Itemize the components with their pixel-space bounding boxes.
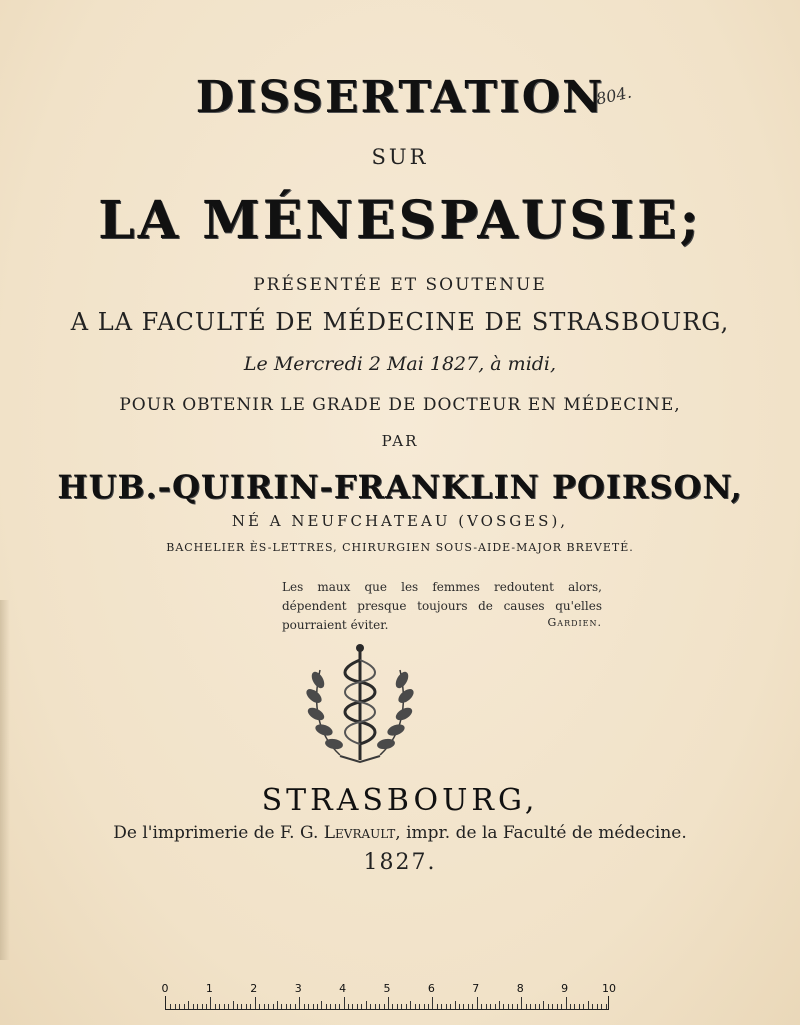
scale-tick	[557, 1004, 558, 1009]
author-name: HUB.-QUIRIN-FRANKLIN POIRSON,	[57, 468, 743, 506]
city-name: STRASBOURG,	[261, 783, 539, 818]
scale-tick	[490, 1004, 491, 1009]
scale-tick	[455, 1001, 456, 1009]
scale-tick	[281, 1004, 282, 1009]
scale-tick	[299, 997, 300, 1009]
scale-tick	[326, 1004, 327, 1009]
scale-tick	[344, 997, 345, 1009]
scale-tick	[335, 1004, 336, 1009]
scale-tick	[419, 1004, 420, 1009]
scale-tick	[224, 1004, 225, 1009]
par-label: PAR	[381, 432, 419, 450]
scale-tick	[450, 1004, 451, 1009]
scale-tick	[566, 997, 567, 1009]
scale-tick	[241, 1004, 242, 1009]
scale-tick	[437, 1004, 438, 1009]
scale-tick	[472, 1004, 473, 1009]
scale-label: 1	[205, 982, 213, 995]
scale-tick	[366, 1001, 367, 1009]
epigraph-author: Gardien.	[547, 616, 602, 629]
scale-tick	[179, 1004, 180, 1009]
scale-tick	[255, 997, 256, 1009]
scale-tick	[357, 1004, 358, 1009]
scale-tick	[543, 1001, 544, 1009]
scale-label: 8	[516, 982, 524, 995]
scale-tick	[313, 1004, 314, 1009]
scale-tick	[530, 1004, 531, 1009]
sur-label: SUR	[371, 145, 429, 169]
scale-label: 5	[383, 982, 391, 995]
scale-tick	[561, 1004, 562, 1009]
scale-tick	[597, 1004, 598, 1009]
scale-tick	[463, 1004, 464, 1009]
scale-tick	[188, 1001, 189, 1009]
scale-tick	[321, 1001, 322, 1009]
scale-label: 0	[161, 982, 169, 995]
scale-tick	[206, 1004, 207, 1009]
date-line: Le Mercredi 2 Mai 1827, à midi,	[243, 353, 557, 375]
scale-tick	[503, 1004, 504, 1009]
scale-tick	[184, 1004, 185, 1009]
scale-tick	[481, 1004, 482, 1009]
scale-tick	[592, 1004, 593, 1009]
publication-year: 1827.	[363, 850, 437, 875]
scale-bar	[165, 996, 609, 1010]
scale-tick	[508, 1004, 509, 1009]
scale-tick	[579, 1004, 580, 1009]
scale-tick	[277, 1001, 278, 1009]
scale-tick	[352, 1004, 353, 1009]
epigraph-quote: Les maux que les femmes redoutent alors, dépendent presque toujours de causes qu'elles pourraient éviter.	[282, 580, 602, 632]
scale-tick	[228, 1004, 229, 1009]
scale-tick	[583, 1004, 584, 1009]
scale-tick	[606, 1004, 607, 1009]
scale-tick	[477, 997, 478, 1009]
scale-tick	[237, 1004, 238, 1009]
scale-tick	[392, 1004, 393, 1009]
scale-tick	[588, 1001, 589, 1009]
scale-tick	[548, 1004, 549, 1009]
scale-tick	[388, 997, 389, 1009]
scale-tick	[246, 1004, 247, 1009]
scale-tick	[379, 1004, 380, 1009]
scale-tick	[268, 1004, 269, 1009]
scale-tick	[219, 1004, 220, 1009]
scale-tick	[330, 1004, 331, 1009]
imprint-line	[0, 823, 800, 843]
scale-tick	[601, 1004, 602, 1009]
scale-tick	[375, 1004, 376, 1009]
subject-title: LA MÉNESPAUSIE;	[98, 190, 702, 251]
scale-tick	[193, 1004, 194, 1009]
birthplace-line: NÉ A NEUFCHATEAU (VOSGES),	[231, 512, 569, 530]
scale-tick	[370, 1004, 371, 1009]
faculty-line: A LA FACULTÉ DE MÉDECINE DE STRASBOURG,	[70, 308, 730, 336]
scale-tick	[424, 1004, 425, 1009]
scale-tick	[570, 1004, 571, 1009]
scale-tick	[428, 1004, 429, 1009]
handwritten-shelfmark: 804.	[594, 82, 634, 109]
degree-line: POUR OBTENIR LE GRADE DE DOCTEUR EN MÉDECINE,	[119, 395, 681, 415]
scale-tick	[295, 1004, 296, 1009]
scale-tick	[406, 1004, 407, 1009]
page-edge-shadow	[0, 600, 10, 960]
printer-name: Levrault	[323, 823, 396, 843]
scale-label: 7	[472, 982, 480, 995]
scale-label: 10	[602, 982, 616, 995]
scale-tick	[233, 1001, 234, 1009]
scale-tick	[495, 1004, 496, 1009]
scale-tick	[317, 1004, 318, 1009]
scale-tick	[401, 1004, 402, 1009]
scale-tick	[535, 1004, 536, 1009]
scale-tick	[552, 1004, 553, 1009]
scale-tick	[397, 1004, 398, 1009]
scale-tick	[348, 1004, 349, 1009]
scale-tick	[512, 1004, 513, 1009]
scale-tick	[432, 997, 433, 1009]
scale-tick	[574, 1004, 575, 1009]
scale-tick	[410, 1001, 411, 1009]
scale-tick	[521, 997, 522, 1009]
imprint-suffix: , impr. de la Faculté de médecine.	[395, 823, 687, 843]
scale-tick	[286, 1004, 287, 1009]
qualifications-line: BACHELIER ÈS-LETTRES, CHIRURGIEN SOUS-AIDE-MAJOR BREVETÉ.	[166, 541, 634, 554]
scale-tick	[499, 1001, 500, 1009]
scale-label: 4	[339, 982, 347, 995]
scale-tick	[539, 1004, 540, 1009]
scale-tick	[361, 1004, 362, 1009]
scale-tick	[175, 1004, 176, 1009]
scale-label: 2	[250, 982, 258, 995]
scale-tick	[339, 1004, 340, 1009]
scale-tick	[441, 1004, 442, 1009]
scale-tick	[468, 1004, 469, 1009]
scale-tick	[486, 1004, 487, 1009]
scale-tick	[290, 1004, 291, 1009]
scale-tick	[250, 1004, 251, 1009]
scale-tick	[526, 1004, 527, 1009]
scale-tick	[170, 1004, 171, 1009]
scale-tick	[459, 1004, 460, 1009]
scale-tick	[517, 1004, 518, 1009]
caduceus-laurel-icon	[300, 640, 420, 770]
scale-tick	[304, 1004, 305, 1009]
imprint-prefix: De l'imprimerie de F. G.	[113, 823, 324, 843]
scale-tick	[446, 1004, 447, 1009]
scale-label: 6	[427, 982, 435, 995]
scale-tick	[197, 1004, 198, 1009]
scale-tick	[259, 1004, 260, 1009]
scale-tick	[202, 1004, 203, 1009]
scale-tick	[210, 997, 211, 1009]
scale-tick	[264, 1004, 265, 1009]
scale-tick	[215, 1004, 216, 1009]
dissertation-title: DISSERTATION	[195, 72, 605, 123]
scale-tick	[384, 1004, 385, 1009]
presentee-line: PRÉSENTÉE ET SOUTENUE	[253, 275, 547, 295]
scale-label: 3	[294, 982, 302, 995]
scale-tick	[273, 1004, 274, 1009]
scale-tick	[308, 1004, 309, 1009]
scale-label: 9	[561, 982, 569, 995]
measurement-scale	[161, 982, 616, 1014]
scale-tick	[415, 1004, 416, 1009]
